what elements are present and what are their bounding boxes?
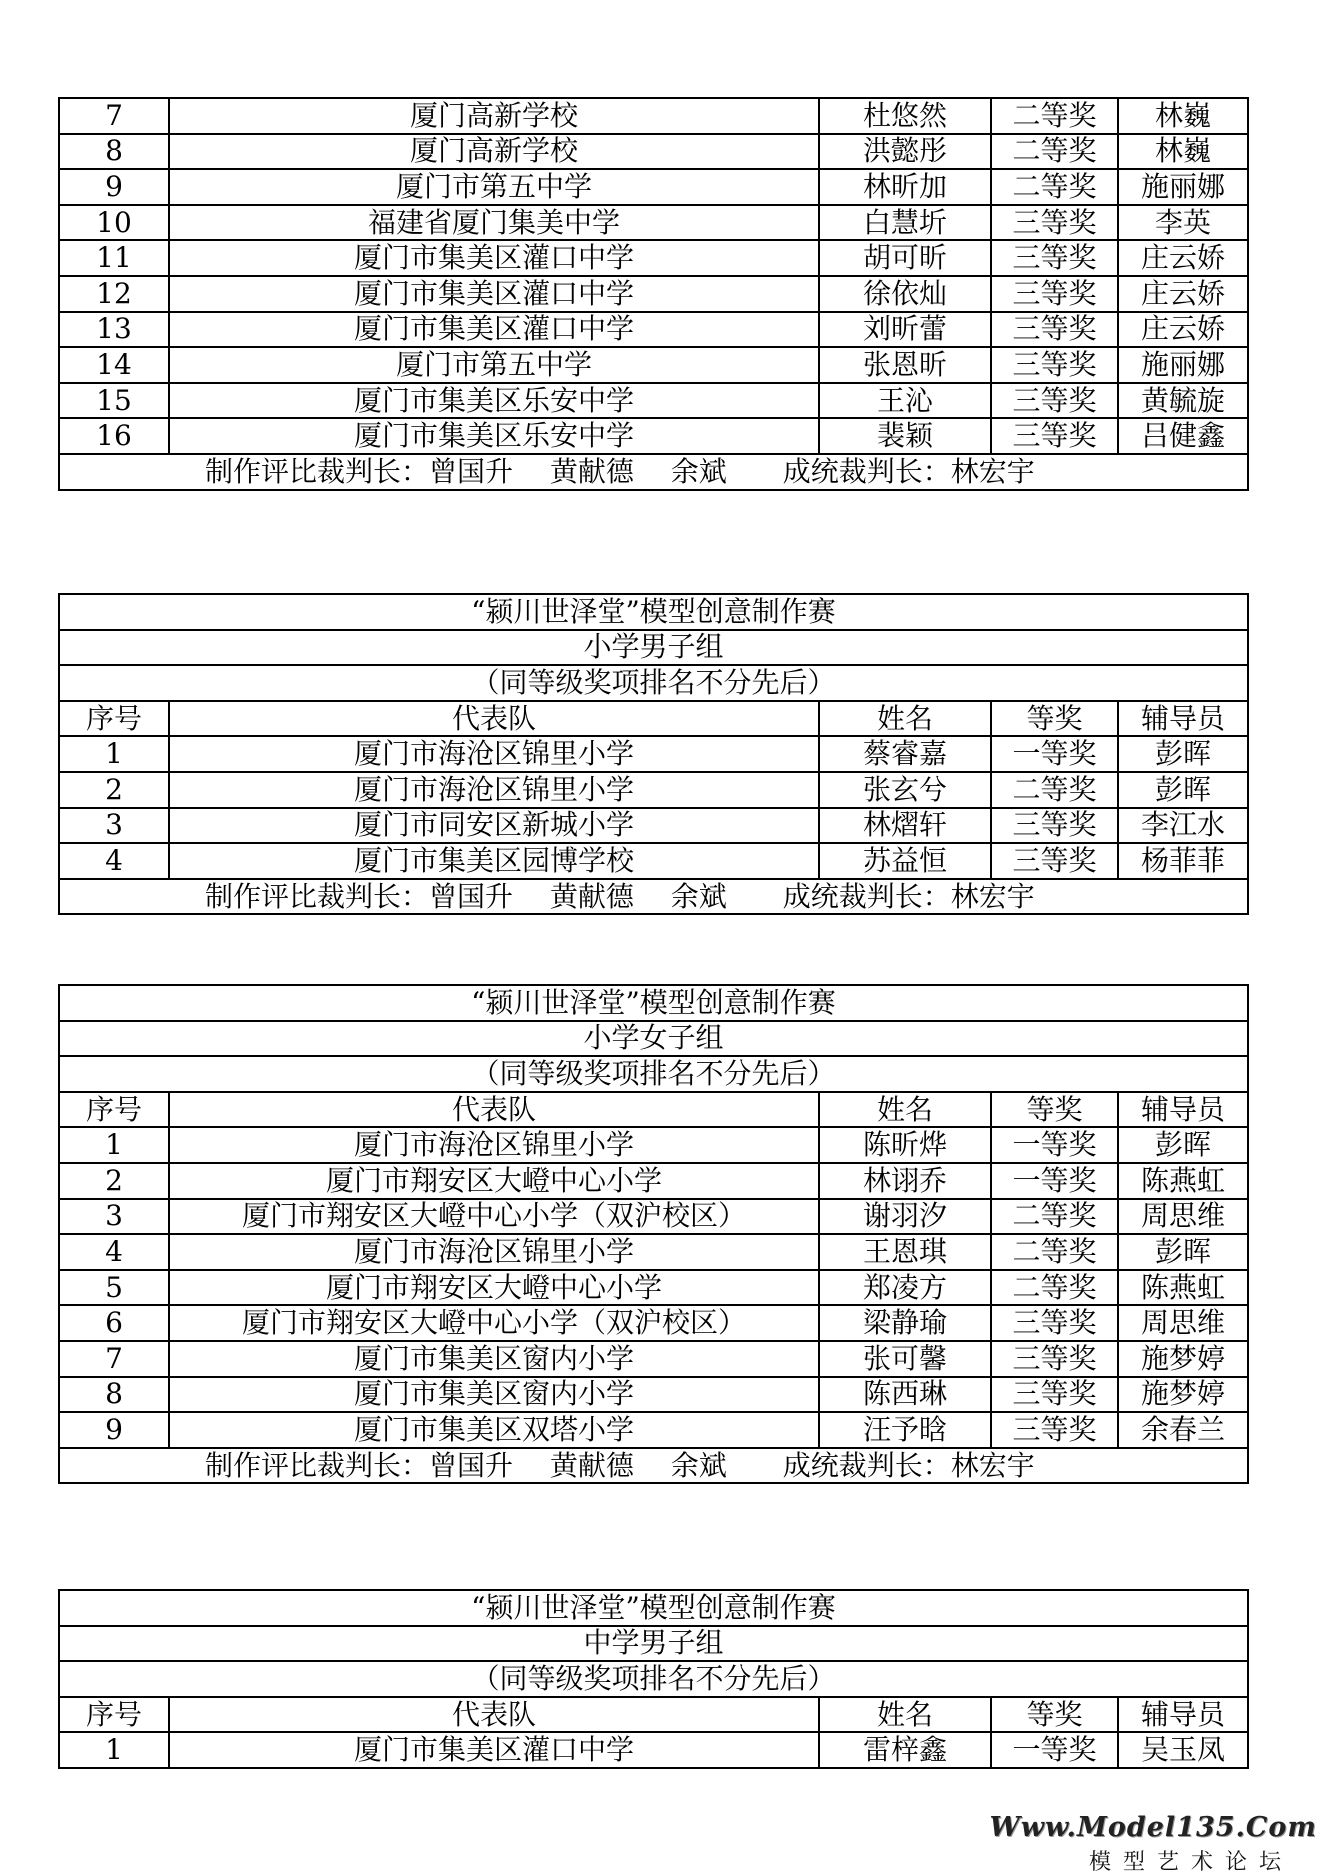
column-header: 等奖 xyxy=(991,1697,1118,1733)
name-cell: 杜悠然 xyxy=(819,98,991,134)
award-cell: 三等奖 xyxy=(991,240,1118,276)
team-cell: 厦门市集美区乐安中学 xyxy=(169,418,819,454)
header-row xyxy=(59,701,1248,737)
referee-footer: 制作评比裁判长：曾国升 黄献德 余斌 成统裁判长：林宏宇 xyxy=(59,454,1248,490)
award-cell: 二等奖 xyxy=(991,1234,1118,1270)
team-cell: 厦门市海沧区锦里小学 xyxy=(169,736,819,772)
table-row xyxy=(59,134,1248,170)
rank-cell: 2 xyxy=(59,1163,169,1199)
ranking-note: （同等级奖项排名不分先后） xyxy=(59,1661,1248,1697)
watermark-url: Www.Model135.Com xyxy=(989,1812,1317,1843)
column-header: 序号 xyxy=(59,701,169,737)
column-header: 代表队 xyxy=(169,1697,819,1733)
coach-cell: 余春兰 xyxy=(1118,1412,1248,1448)
award-cell: 一等奖 xyxy=(991,1163,1118,1199)
team-cell: 厦门市集美区灌口中学 xyxy=(169,1732,819,1768)
team-cell: 厦门市集美区窗内小学 xyxy=(169,1377,819,1413)
team-cell: 厦门高新学校 xyxy=(169,98,819,134)
rank-cell: 8 xyxy=(59,1377,169,1413)
award-cell: 三等奖 xyxy=(991,1377,1118,1413)
name-cell: 白慧圻 xyxy=(819,205,991,241)
competition-title: “颍川世泽堂”模型创意制作赛 xyxy=(59,594,1248,630)
rank-cell: 7 xyxy=(59,1341,169,1377)
name-cell: 张可馨 xyxy=(819,1341,991,1377)
rank-cell: 1 xyxy=(59,1732,169,1768)
coach-cell: 吴玉凤 xyxy=(1118,1732,1248,1768)
name-cell: 刘昕蕾 xyxy=(819,312,991,348)
award-cell: 三等奖 xyxy=(991,843,1118,879)
rank-cell: 10 xyxy=(59,205,169,241)
table-row xyxy=(59,276,1248,312)
rank-cell: 5 xyxy=(59,1270,169,1306)
coach-cell: 周思维 xyxy=(1118,1199,1248,1235)
coach-cell: 彭晖 xyxy=(1118,772,1248,808)
award-cell: 三等奖 xyxy=(991,808,1118,844)
competition-title: “颍川世泽堂”模型创意制作赛 xyxy=(59,1590,1248,1626)
table-row xyxy=(59,312,1248,348)
coach-cell: 施梦婷 xyxy=(1118,1341,1248,1377)
award-cell: 一等奖 xyxy=(991,1732,1118,1768)
award-cell: 三等奖 xyxy=(991,1341,1118,1377)
name-cell: 徐依灿 xyxy=(819,276,991,312)
column-header: 姓名 xyxy=(819,701,991,737)
table-row xyxy=(59,347,1248,383)
award-cell: 二等奖 xyxy=(991,772,1118,808)
award-cell: 二等奖 xyxy=(991,134,1118,170)
rank-cell: 6 xyxy=(59,1305,169,1341)
coach-cell: 施丽娜 xyxy=(1118,347,1248,383)
award-table-2 xyxy=(58,593,1249,915)
team-cell: 厦门市海沧区锦里小学 xyxy=(169,772,819,808)
coach-cell: 林巍 xyxy=(1118,134,1248,170)
rank-cell: 3 xyxy=(59,808,169,844)
table-row xyxy=(59,1163,1248,1199)
coach-cell: 庄云娇 xyxy=(1118,240,1248,276)
award-cell: 三等奖 xyxy=(991,418,1118,454)
table-row xyxy=(59,1270,1248,1306)
team-cell: 厦门市翔安区大嶝中心小学 xyxy=(169,1163,819,1199)
name-cell: 蔡睿嘉 xyxy=(819,736,991,772)
rank-cell: 3 xyxy=(59,1199,169,1235)
column-header: 等奖 xyxy=(991,1092,1118,1128)
award-table-1 xyxy=(58,97,1249,491)
award-cell: 二等奖 xyxy=(991,1199,1118,1235)
award-cell: 三等奖 xyxy=(991,347,1118,383)
table-row xyxy=(59,1305,1248,1341)
coach-cell: 林巍 xyxy=(1118,98,1248,134)
coach-cell: 黄毓旋 xyxy=(1118,383,1248,419)
referee-footer: 制作评比裁判长：曾国升 黄献德 余斌 成统裁判长：林宏宇 xyxy=(59,1448,1248,1484)
team-cell: 厦门市翔安区大嶝中心小学（双沪校区） xyxy=(169,1305,819,1341)
rank-cell: 11 xyxy=(59,240,169,276)
award-cell: 二等奖 xyxy=(991,98,1118,134)
team-cell: 厦门市翔安区大嶝中心小学 xyxy=(169,1270,819,1306)
coach-cell: 杨菲菲 xyxy=(1118,843,1248,879)
rank-cell: 4 xyxy=(59,1234,169,1270)
award-cell: 二等奖 xyxy=(991,169,1118,205)
coach-cell: 陈燕虹 xyxy=(1118,1163,1248,1199)
header-row xyxy=(59,1697,1248,1733)
column-header: 姓名 xyxy=(819,1092,991,1128)
ranking-note: （同等级奖项排名不分先后） xyxy=(59,1056,1248,1092)
table-row xyxy=(59,1412,1248,1448)
column-header: 代表队 xyxy=(169,1092,819,1128)
name-cell: 胡可昕 xyxy=(819,240,991,276)
award-cell: 三等奖 xyxy=(991,1412,1118,1448)
header-row xyxy=(59,1092,1248,1128)
coach-cell: 吕健鑫 xyxy=(1118,418,1248,454)
column-header: 代表队 xyxy=(169,701,819,737)
award-cell: 三等奖 xyxy=(991,1305,1118,1341)
table-row xyxy=(59,383,1248,419)
coach-cell: 施梦婷 xyxy=(1118,1377,1248,1413)
team-cell: 厦门市集美区窗内小学 xyxy=(169,1341,819,1377)
name-cell: 郑凌方 xyxy=(819,1270,991,1306)
table-row xyxy=(59,843,1248,879)
name-cell: 张恩昕 xyxy=(819,347,991,383)
award-cell: 三等奖 xyxy=(991,205,1118,241)
award-cell: 一等奖 xyxy=(991,736,1118,772)
rank-cell: 12 xyxy=(59,276,169,312)
name-cell: 洪懿彤 xyxy=(819,134,991,170)
award-table-3 xyxy=(58,984,1249,1484)
rank-cell: 8 xyxy=(59,134,169,170)
award-cell: 三等奖 xyxy=(991,312,1118,348)
table-row xyxy=(59,1127,1248,1163)
rank-cell: 16 xyxy=(59,418,169,454)
name-cell: 梁静瑜 xyxy=(819,1305,991,1341)
group-name: 小学女子组 xyxy=(59,1021,1248,1057)
name-cell: 雷梓鑫 xyxy=(819,1732,991,1768)
table-row xyxy=(59,169,1248,205)
name-cell: 王沁 xyxy=(819,383,991,419)
table-row xyxy=(59,240,1248,276)
table-row xyxy=(59,205,1248,241)
coach-cell: 彭晖 xyxy=(1118,736,1248,772)
table-row xyxy=(59,1377,1248,1413)
team-cell: 厦门市第五中学 xyxy=(169,169,819,205)
team-cell: 厦门市集美区灌口中学 xyxy=(169,276,819,312)
rank-cell: 4 xyxy=(59,843,169,879)
name-cell: 张玄兮 xyxy=(819,772,991,808)
coach-cell: 陈燕虹 xyxy=(1118,1270,1248,1306)
coach-cell: 庄云娇 xyxy=(1118,276,1248,312)
team-cell: 厦门市海沧区锦里小学 xyxy=(169,1127,819,1163)
column-header: 辅导员 xyxy=(1118,1092,1248,1128)
award-cell: 三等奖 xyxy=(991,276,1118,312)
name-cell: 汪予晗 xyxy=(819,1412,991,1448)
name-cell: 林熠轩 xyxy=(819,808,991,844)
column-header: 等奖 xyxy=(991,701,1118,737)
name-cell: 陈昕烨 xyxy=(819,1127,991,1163)
rank-cell: 7 xyxy=(59,98,169,134)
table-row xyxy=(59,808,1248,844)
column-header: 辅导员 xyxy=(1118,1697,1248,1733)
award-table-4 xyxy=(58,1589,1249,1769)
coach-cell: 李江水 xyxy=(1118,808,1248,844)
rank-cell: 9 xyxy=(59,1412,169,1448)
team-cell: 厦门市集美区灌口中学 xyxy=(169,240,819,276)
coach-cell: 周思维 xyxy=(1118,1305,1248,1341)
team-cell: 厦门市集美区灌口中学 xyxy=(169,312,819,348)
name-cell: 谢羽汐 xyxy=(819,1199,991,1235)
table-row xyxy=(59,1341,1248,1377)
coach-cell: 庄云娇 xyxy=(1118,312,1248,348)
name-cell: 裴颖 xyxy=(819,418,991,454)
rank-cell: 9 xyxy=(59,169,169,205)
column-header: 姓名 xyxy=(819,1697,991,1733)
team-cell: 厦门市集美区乐安中学 xyxy=(169,383,819,419)
table-row xyxy=(59,98,1248,134)
team-cell: 厦门市同安区新城小学 xyxy=(169,808,819,844)
coach-cell: 李英 xyxy=(1118,205,1248,241)
team-cell: 厦门市集美区双塔小学 xyxy=(169,1412,819,1448)
name-cell: 林诩乔 xyxy=(819,1163,991,1199)
competition-title: “颍川世泽堂”模型创意制作赛 xyxy=(59,985,1248,1021)
referee-footer: 制作评比裁判长：曾国升 黄献德 余斌 成统裁判长：林宏宇 xyxy=(59,879,1248,915)
coach-cell: 彭晖 xyxy=(1118,1234,1248,1270)
rank-cell: 14 xyxy=(59,347,169,383)
column-header: 序号 xyxy=(59,1092,169,1128)
group-name: 小学男子组 xyxy=(59,630,1248,666)
rank-cell: 15 xyxy=(59,383,169,419)
table-row xyxy=(59,418,1248,454)
table-row xyxy=(59,736,1248,772)
name-cell: 苏益恒 xyxy=(819,843,991,879)
team-cell: 厦门市翔安区大嶝中心小学（双沪校区） xyxy=(169,1199,819,1235)
team-cell: 厦门市第五中学 xyxy=(169,347,819,383)
coach-cell: 彭晖 xyxy=(1118,1127,1248,1163)
table-row xyxy=(59,1234,1248,1270)
rank-cell: 13 xyxy=(59,312,169,348)
table-row xyxy=(59,1199,1248,1235)
watermark-forum-name: 模型艺术论坛 xyxy=(1088,1850,1293,1875)
rank-cell: 1 xyxy=(59,736,169,772)
name-cell: 王恩琪 xyxy=(819,1234,991,1270)
coach-cell: 施丽娜 xyxy=(1118,169,1248,205)
name-cell: 陈西琳 xyxy=(819,1377,991,1413)
rank-cell: 1 xyxy=(59,1127,169,1163)
team-cell: 福建省厦门集美中学 xyxy=(169,205,819,241)
team-cell: 厦门高新学校 xyxy=(169,134,819,170)
award-cell: 二等奖 xyxy=(991,1270,1118,1306)
column-header: 辅导员 xyxy=(1118,701,1248,737)
team-cell: 厦门市集美区园博学校 xyxy=(169,843,819,879)
award-cell: 一等奖 xyxy=(991,1127,1118,1163)
table-row xyxy=(59,772,1248,808)
column-header: 序号 xyxy=(59,1697,169,1733)
ranking-note: （同等级奖项排名不分先后） xyxy=(59,665,1248,701)
table-row xyxy=(59,1732,1248,1768)
award-cell: 三等奖 xyxy=(991,383,1118,419)
group-name: 中学男子组 xyxy=(59,1626,1248,1662)
rank-cell: 2 xyxy=(59,772,169,808)
team-cell: 厦门市海沧区锦里小学 xyxy=(169,1234,819,1270)
name-cell: 林昕加 xyxy=(819,169,991,205)
